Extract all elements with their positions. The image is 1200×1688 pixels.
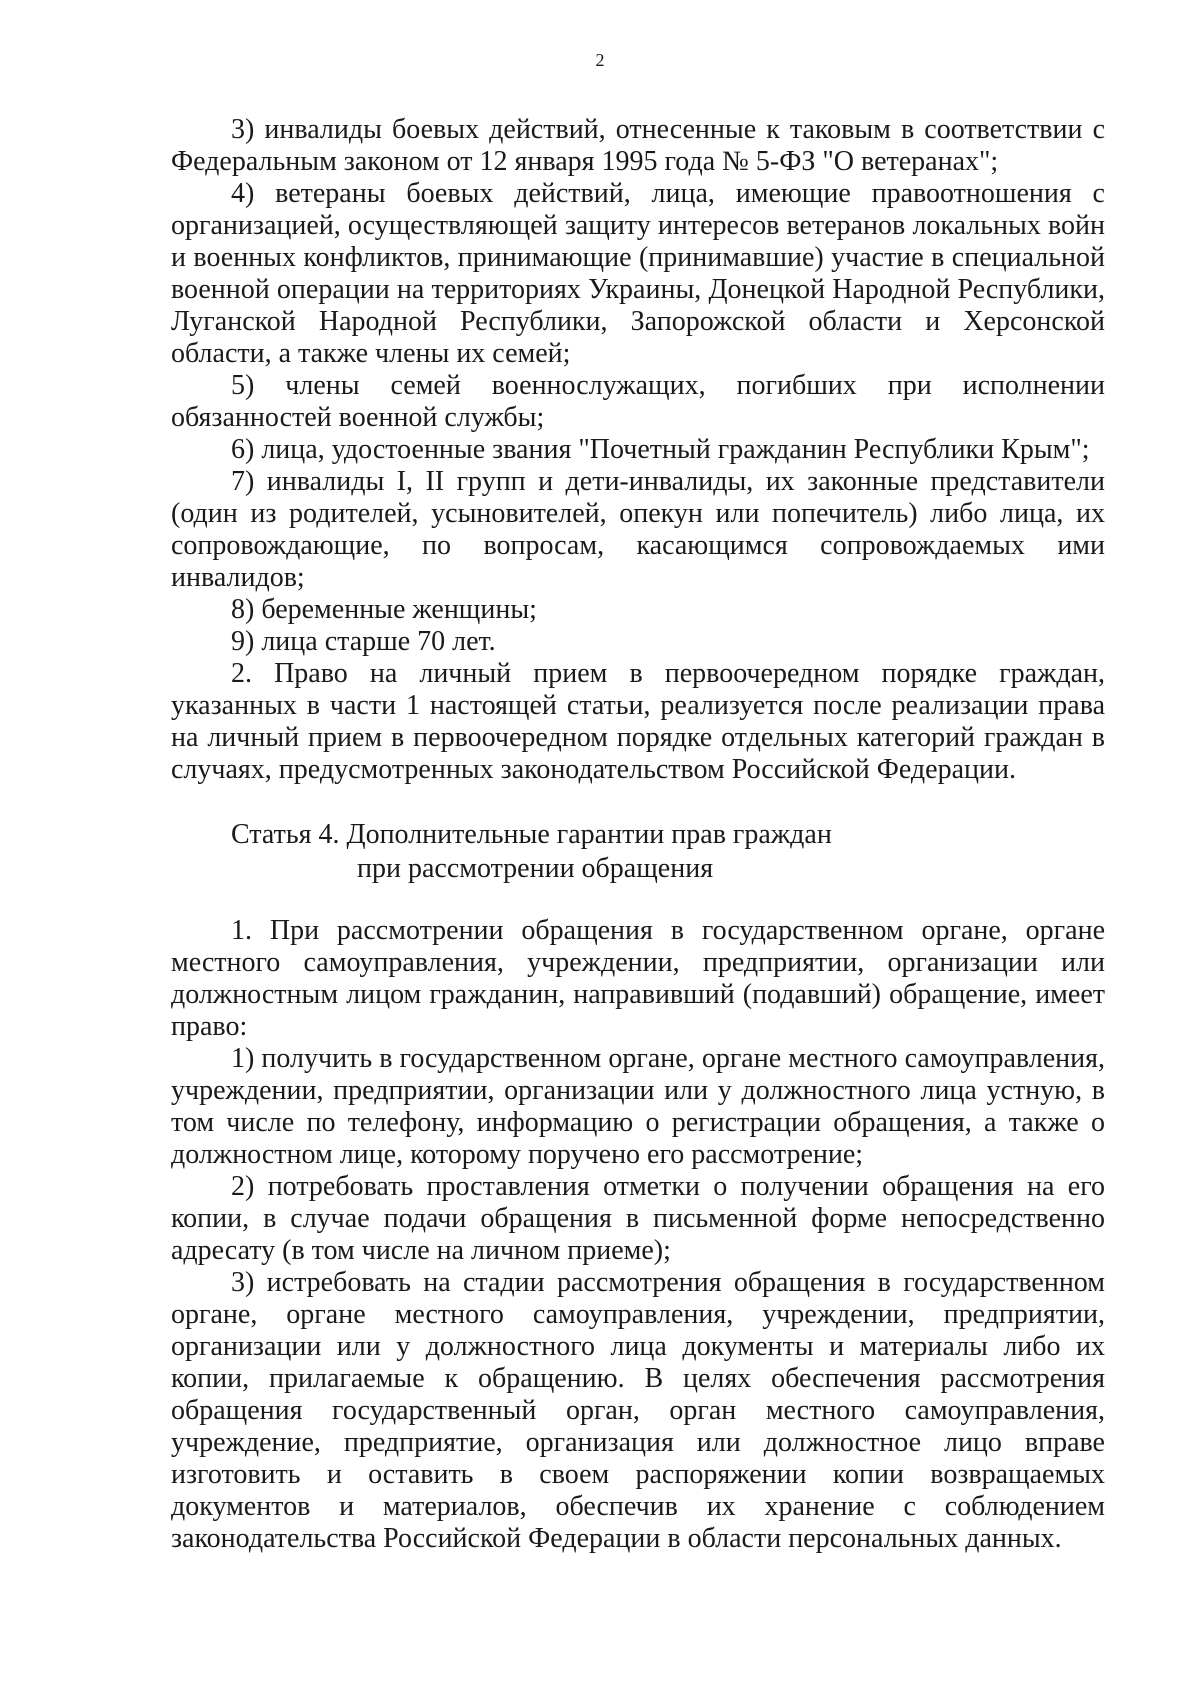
paragraph-item-3: 3) инвалиды боевых действий, отнесенные к таковым в соответствии с Федеральным законом от 12 января 1995 года № 5-ФЗ "О ветеранах"; — [171, 114, 1105, 177]
paragraph-item-7: 7) инвалиды I, II групп и дети-инвалиды, их законные представители (один из родителей, усыновителей, опекун или попечитель) либо лица, их сопровождающие, по вопросам, касающимся сопровождаемых ими инвалидов; — [171, 466, 1105, 593]
paragraph-right-1: 1) получить в государственном органе, органе местного самоуправления, учреждении, предприятии, организации или у должностного лица устную, в том числе по телефону, информацию о регистрации обращения, а также о должностном лице, которому поручено его рассмотрение; — [171, 1043, 1105, 1170]
paragraph-item-6: 6) лица, удостоенные звания "Почетный гражданин Республики Крым"; — [231, 434, 1090, 465]
paragraph-item-4: 4) ветераны боевых действий, лица, имеющие правоотношения с организацией, осуществляющей защиту интересов ветеранов локальных войн и военных конфликтов, принимающие (принимавшие) участие в специальной военной операции на территориях Украины, Донецкой Народной Республики, Луганской Народной Республики, Запорожской области и Херсонской области, а также члены их семей; — [171, 178, 1105, 369]
page-number: 2 — [595, 50, 605, 70]
paragraph-part-1: 1. При рассмотрении обращения в государственном органе, органе местного самоуправления, учреждении, предприятии, организации или должностным лицом гражданин, направивший (подавший) обращение, имеет право: — [171, 915, 1105, 1042]
paragraph-item-5: 5) члены семей военнослужащих, погибших при исполнении обязанностей военной службы; — [171, 370, 1105, 433]
paragraph-item-8: 8) беременные женщины; — [231, 594, 537, 625]
paragraph-part-2: 2. Право на личный прием в первоочередном порядке граждан, указанных в части 1 настоящей статьи, реализуется после реализации права на личный прием в первоочередном порядке отдельных категорий граждан в случаях, предусмотренных законодательством Российской Федерации. — [171, 658, 1105, 785]
article-heading-line-1: Статья 4. Дополнительные гарантии прав граждан — [231, 819, 832, 850]
paragraph-item-9: 9) лица старше 70 лет. — [231, 626, 496, 657]
paragraph-right-3: 3) истребовать на стадии рассмотрения обращения в государственном органе, органе местного самоуправления, учреждении, предприятии, организации или у должностного лица документы и материалы либо их копии, прилагаемые к обращению. В целях обеспечения рассмотрения обращения государственный орган, орган местного самоуправления, учреждение, предприятие, организация или должностное лицо вправе изготовить и оставить в своем распоряжении копии возвращаемых документов и материалов, обеспечив их хранение с соблюдением законодательства Российской Федерации в области персональных данных. — [171, 1267, 1105, 1554]
article-heading-line-2: при рассмотрении обращения — [357, 853, 714, 884]
article-4-body — [171, 915, 1105, 1555]
paragraph-right-2: 2) потребовать проставления отметки о получении обращения на его копии, в случае подачи обращения в письменной форме непосредственно адресату (в том числе на личном приеме); — [171, 1171, 1105, 1266]
list-priority-categories — [171, 114, 1105, 786]
